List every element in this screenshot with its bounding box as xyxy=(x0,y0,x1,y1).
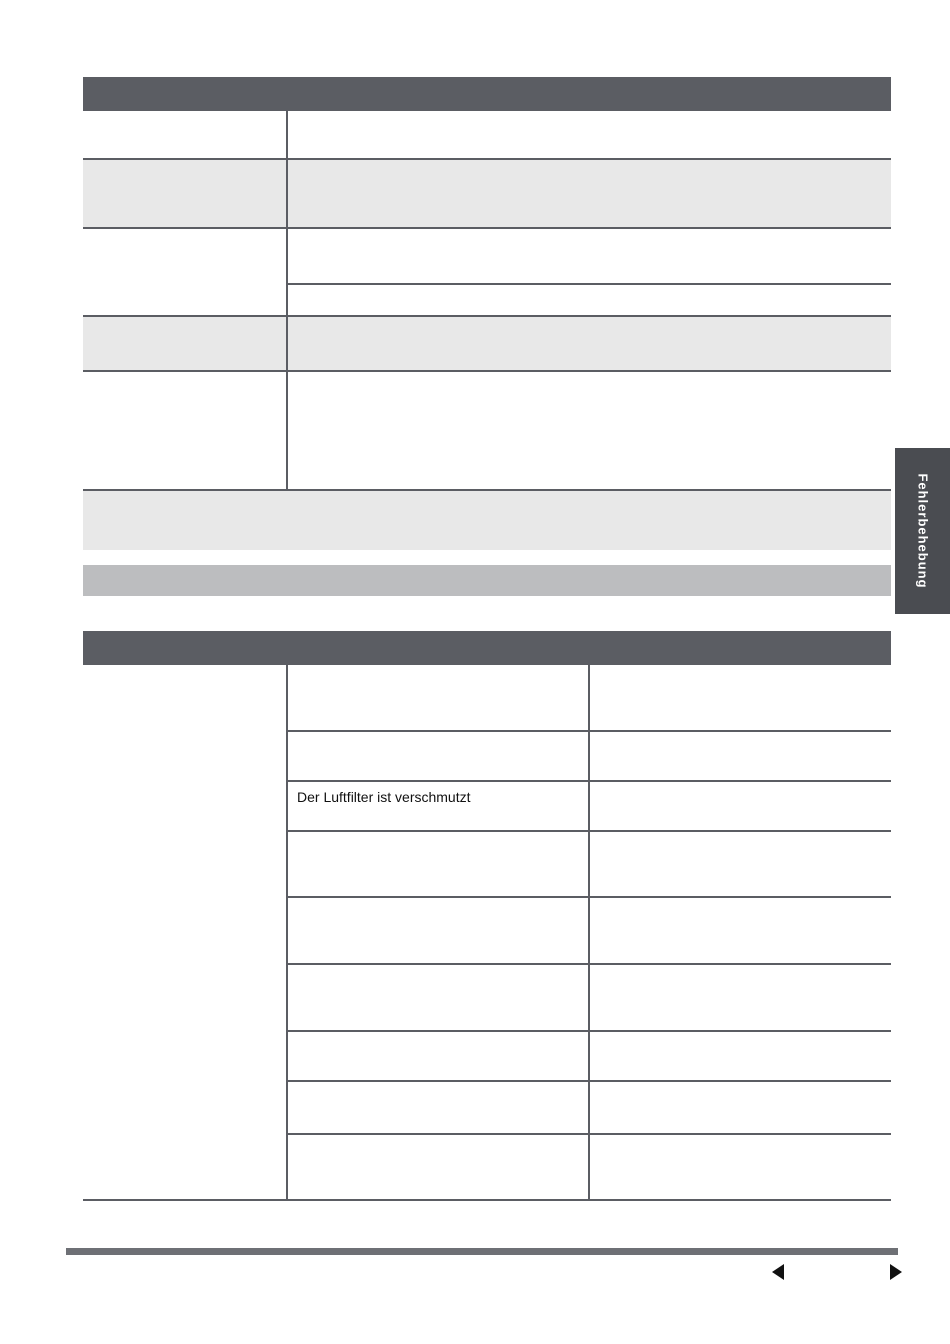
table-1-divider xyxy=(287,283,891,285)
table-1-divider xyxy=(83,370,891,372)
table-2-row-divider xyxy=(287,1030,891,1032)
side-tab-label: Fehlerbehebung xyxy=(915,473,930,589)
table-2-column-divider xyxy=(588,665,590,1200)
table-1-divider xyxy=(83,315,891,317)
table-2-header xyxy=(83,631,891,665)
table-1-column-divider xyxy=(286,111,288,490)
section-band xyxy=(83,565,891,596)
table-1-divider xyxy=(83,227,891,229)
table-2-row-divider xyxy=(287,1133,891,1135)
table-1-note-row xyxy=(83,490,891,550)
table-1-divider xyxy=(83,489,891,491)
table-2-row-divider xyxy=(287,730,891,732)
table-2-row-divider xyxy=(287,780,891,782)
table-1-row-4 xyxy=(83,317,891,371)
table-2-row-divider xyxy=(287,896,891,898)
table-2-row-divider xyxy=(287,963,891,965)
table-2-row-divider xyxy=(287,1080,891,1082)
table-1-divider xyxy=(83,158,891,160)
triangle-right-icon[interactable] xyxy=(890,1264,902,1280)
table-2-column-divider xyxy=(286,665,288,1200)
triangle-left-icon[interactable] xyxy=(772,1264,784,1280)
table-2-row-divider xyxy=(287,830,891,832)
side-tab[interactable] xyxy=(895,448,950,614)
table-2-cause-3: Der Luftfilter ist verschmutzt xyxy=(297,789,471,805)
table-2-bottom-border xyxy=(83,1199,891,1201)
footer-rule xyxy=(66,1248,898,1255)
table-1-row-2 xyxy=(83,160,891,228)
table-1-header xyxy=(83,77,891,111)
